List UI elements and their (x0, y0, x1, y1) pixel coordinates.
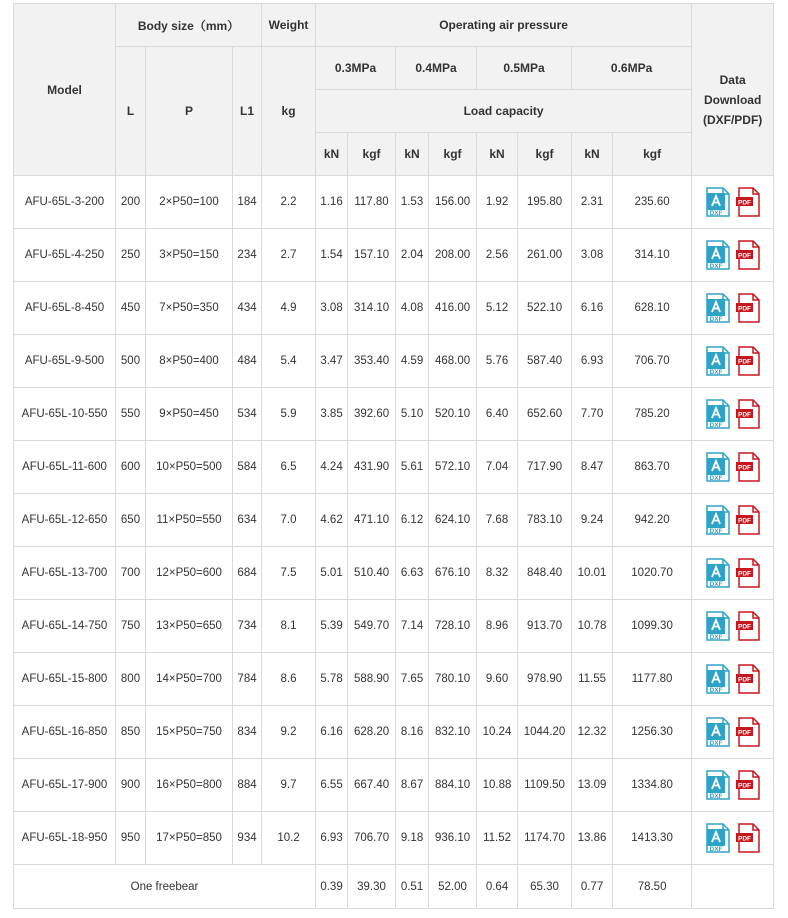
cell-kn: 1.16 (316, 176, 348, 229)
svg-text:DXF: DXF (709, 846, 723, 853)
cell-P: 3×P50=150 (146, 229, 233, 282)
cell-P: 8×P50=400 (146, 335, 233, 388)
download-icons (692, 558, 773, 588)
cell-P: 16×P50=800 (146, 759, 233, 812)
svg-text:DXF: DXF (709, 687, 723, 694)
cell-kgf: 416.00 (429, 282, 477, 335)
cell-kn: 2.31 (572, 176, 613, 229)
pdf-file-icon[interactable] (736, 611, 760, 641)
header-unit-kn: kN (396, 133, 429, 176)
footer-empty-cell (692, 865, 774, 909)
table-row (14, 229, 774, 282)
dxf-file-icon[interactable] (706, 240, 730, 270)
svg-text:DXF: DXF (709, 740, 723, 747)
cell-kn: 8.96 (477, 600, 518, 653)
footer-cell-kgf: 52.00 (429, 865, 477, 909)
cell-model: AFU-65L-14-750 (14, 600, 116, 653)
cell-kgf: 587.40 (518, 335, 572, 388)
cell-P: 10×P50=500 (146, 441, 233, 494)
cell-kn: 1.54 (316, 229, 348, 282)
cell-kn: 3.47 (316, 335, 348, 388)
pdf-file-icon[interactable] (736, 187, 760, 217)
download-icons (692, 346, 773, 376)
header-col-L1: L1 (233, 47, 262, 176)
cell-kn: 3.08 (316, 282, 348, 335)
cell-kn: 8.32 (477, 547, 518, 600)
cell-kgf: 156.00 (429, 176, 477, 229)
cell-kgf: 1044.20 (518, 706, 572, 759)
pdf-file-icon[interactable] (736, 293, 760, 323)
pdf-file-icon[interactable] (736, 452, 760, 482)
download-icons (692, 611, 773, 641)
svg-text:PDF: PDF (737, 305, 751, 313)
download-icons (692, 187, 773, 217)
footer-cell-kgf: 39.30 (348, 865, 396, 909)
cell-L: 900 (116, 759, 146, 812)
pdf-file-icon[interactable] (736, 399, 760, 429)
dxf-file-icon[interactable] (706, 452, 730, 482)
cell-kn: 3.85 (316, 388, 348, 441)
cell-L1: 684 (233, 547, 262, 600)
cell-kgf: 235.60 (613, 176, 692, 229)
footer-cell-kgf: 65.30 (518, 865, 572, 909)
table-row (14, 706, 774, 759)
svg-text:PDF: PDF (737, 623, 751, 631)
dxf-file-icon[interactable] (706, 823, 730, 853)
cell-kgf: 783.10 (518, 494, 572, 547)
cell-kgf: 1177.80 (613, 653, 692, 706)
cell-kg: 7.0 (262, 494, 316, 547)
cell-kgf: 1099.30 (613, 600, 692, 653)
download-icons (692, 664, 773, 694)
cell-kgf: 780.10 (429, 653, 477, 706)
cell-kgf: 913.70 (518, 600, 572, 653)
cell-kg: 8.6 (262, 653, 316, 706)
cell-kgf: 1109.50 (518, 759, 572, 812)
header-col-kg: kg (262, 47, 316, 176)
pdf-file-icon[interactable] (736, 717, 760, 747)
cell-download (692, 494, 774, 547)
svg-text:PDF: PDF (737, 782, 751, 790)
dxf-file-icon[interactable] (706, 399, 730, 429)
cell-kn: 9.24 (572, 494, 613, 547)
cell-kn: 4.62 (316, 494, 348, 547)
table-row (14, 388, 774, 441)
download-icons (692, 770, 773, 800)
footer-cell-kn: 0.64 (477, 865, 518, 909)
cell-L1: 234 (233, 229, 262, 282)
dxf-file-icon[interactable] (706, 717, 730, 747)
header-weight: Weight (262, 4, 316, 47)
cell-L: 600 (116, 441, 146, 494)
cell-model: AFU-65L-8-450 (14, 282, 116, 335)
cell-kg: 9.2 (262, 706, 316, 759)
cell-L: 650 (116, 494, 146, 547)
table-row (14, 282, 774, 335)
cell-kn: 1.92 (477, 176, 518, 229)
dxf-file-icon[interactable] (706, 611, 730, 641)
cell-kgf: 936.10 (429, 812, 477, 865)
svg-text:PDF: PDF (737, 464, 751, 472)
download-icons (692, 399, 773, 429)
cell-kg: 5.9 (262, 388, 316, 441)
cell-kn: 7.65 (396, 653, 429, 706)
cell-kn: 6.63 (396, 547, 429, 600)
cell-kgf: 785.20 (613, 388, 692, 441)
cell-download (692, 229, 774, 282)
cell-kn: 6.12 (396, 494, 429, 547)
cell-kn: 2.04 (396, 229, 429, 282)
cell-kgf: 1174.70 (518, 812, 572, 865)
cell-L1: 834 (233, 706, 262, 759)
svg-text:PDF: PDF (737, 517, 751, 525)
cell-model: AFU-65L-11-600 (14, 441, 116, 494)
cell-kn: 10.78 (572, 600, 613, 653)
cell-L1: 784 (233, 653, 262, 706)
cell-P: 17×P50=850 (146, 812, 233, 865)
table-row (14, 812, 774, 865)
cell-kgf: 728.10 (429, 600, 477, 653)
cell-L: 750 (116, 600, 146, 653)
cell-kgf: 1334.80 (613, 759, 692, 812)
cell-kgf: 652.60 (518, 388, 572, 441)
cell-download (692, 335, 774, 388)
footer-cell-kn: 0.39 (316, 865, 348, 909)
cell-kgf: 717.90 (518, 441, 572, 494)
svg-text:DXF: DXF (709, 793, 723, 800)
cell-kn: 6.16 (572, 282, 613, 335)
download-icons (692, 240, 773, 270)
footer-cell-kgf: 78.50 (613, 865, 692, 909)
cell-kgf: 628.10 (613, 282, 692, 335)
cell-kgf: 667.40 (348, 759, 396, 812)
cell-download (692, 706, 774, 759)
cell-kn: 7.14 (396, 600, 429, 653)
pdf-file-icon[interactable] (736, 346, 760, 376)
cell-model: AFU-65L-4-250 (14, 229, 116, 282)
cell-kg: 4.9 (262, 282, 316, 335)
pdf-file-icon[interactable] (736, 664, 760, 694)
cell-P: 9×P50=450 (146, 388, 233, 441)
cell-kn: 11.55 (572, 653, 613, 706)
header-data-download-label: Data Download (DXF/PDF) (702, 72, 763, 127)
cell-model: AFU-65L-17-900 (14, 759, 116, 812)
header-body-size: Body size（mm） (116, 4, 262, 47)
table-row (14, 653, 774, 706)
dxf-file-icon[interactable] (706, 346, 730, 376)
cell-kn: 8.47 (572, 441, 613, 494)
cell-kn: 5.39 (316, 600, 348, 653)
cell-L1: 734 (233, 600, 262, 653)
spec-table (13, 3, 774, 909)
cell-kgf: 1020.70 (613, 547, 692, 600)
cell-kgf: 520.10 (429, 388, 477, 441)
svg-text:DXF: DXF (709, 528, 723, 535)
cell-kgf: 353.40 (348, 335, 396, 388)
dxf-file-icon[interactable] (706, 558, 730, 588)
download-icons (692, 717, 773, 747)
spec-table-container (13, 3, 774, 909)
cell-kn: 13.86 (572, 812, 613, 865)
download-icons (692, 823, 773, 853)
svg-text:DXF: DXF (709, 475, 723, 482)
dxf-file-icon[interactable] (706, 187, 730, 217)
cell-kgf: 588.90 (348, 653, 396, 706)
table-row (14, 547, 774, 600)
cell-model: AFU-65L-10-550 (14, 388, 116, 441)
cell-kn: 4.24 (316, 441, 348, 494)
header-pressure-04: 0.4MPa (396, 47, 477, 90)
cell-model: AFU-65L-13-700 (14, 547, 116, 600)
svg-text:DXF: DXF (709, 263, 723, 270)
cell-kn: 6.40 (477, 388, 518, 441)
cell-kn: 8.67 (396, 759, 429, 812)
header-unit-kn: kN (316, 133, 348, 176)
cell-P: 12×P50=600 (146, 547, 233, 600)
table-row (14, 759, 774, 812)
cell-download (692, 653, 774, 706)
cell-L: 850 (116, 706, 146, 759)
cell-P: 15×P50=750 (146, 706, 233, 759)
cell-P: 7×P50=350 (146, 282, 233, 335)
cell-kn: 6.55 (316, 759, 348, 812)
cell-L: 250 (116, 229, 146, 282)
download-icons (692, 293, 773, 323)
cell-L: 700 (116, 547, 146, 600)
cell-kgf: 978.90 (518, 653, 572, 706)
cell-kgf: 208.00 (429, 229, 477, 282)
cell-kn: 6.93 (572, 335, 613, 388)
cell-kgf: 863.70 (613, 441, 692, 494)
cell-kn: 4.59 (396, 335, 429, 388)
cell-L1: 484 (233, 335, 262, 388)
cell-P: 14×P50=700 (146, 653, 233, 706)
svg-text:PDF: PDF (737, 252, 751, 260)
table-row (14, 441, 774, 494)
svg-text:PDF: PDF (737, 835, 751, 843)
cell-kn: 5.12 (477, 282, 518, 335)
cell-kn: 6.93 (316, 812, 348, 865)
cell-kn: 12.32 (572, 706, 613, 759)
cell-kn: 4.08 (396, 282, 429, 335)
cell-kgf: 676.10 (429, 547, 477, 600)
cell-kgf: 195.80 (518, 176, 572, 229)
svg-text:DXF: DXF (709, 210, 723, 217)
table-row (14, 600, 774, 653)
cell-kn: 11.52 (477, 812, 518, 865)
svg-text:PDF: PDF (737, 199, 751, 207)
cell-kgf: 522.10 (518, 282, 572, 335)
cell-L1: 434 (233, 282, 262, 335)
cell-download (692, 388, 774, 441)
cell-kgf: 468.00 (429, 335, 477, 388)
cell-L1: 184 (233, 176, 262, 229)
svg-text:DXF: DXF (709, 369, 723, 376)
svg-text:DXF: DXF (709, 422, 723, 429)
cell-kn: 5.10 (396, 388, 429, 441)
table-row (14, 176, 774, 229)
cell-kgf: 572.10 (429, 441, 477, 494)
cell-kgf: 314.10 (348, 282, 396, 335)
cell-model: AFU-65L-15-800 (14, 653, 116, 706)
cell-kgf: 431.90 (348, 441, 396, 494)
header-data-download (692, 4, 774, 176)
cell-kgf: 261.00 (518, 229, 572, 282)
pdf-file-icon[interactable] (736, 823, 760, 853)
header-unit-kn: kN (477, 133, 518, 176)
cell-kn: 10.01 (572, 547, 613, 600)
header-pressure-05: 0.5MPa (477, 47, 572, 90)
table-row (14, 494, 774, 547)
cell-kn: 2.56 (477, 229, 518, 282)
cell-kgf: 628.20 (348, 706, 396, 759)
cell-kgf: 471.10 (348, 494, 396, 547)
cell-download (692, 282, 774, 335)
cell-download (692, 441, 774, 494)
cell-kgf: 549.70 (348, 600, 396, 653)
cell-kn: 6.16 (316, 706, 348, 759)
cell-kgf: 392.60 (348, 388, 396, 441)
cell-kgf: 314.10 (613, 229, 692, 282)
cell-kn: 7.70 (572, 388, 613, 441)
cell-L1: 534 (233, 388, 262, 441)
cell-kn: 7.68 (477, 494, 518, 547)
svg-text:DXF: DXF (709, 634, 723, 641)
cell-P: 2×P50=100 (146, 176, 233, 229)
pdf-file-icon[interactable] (736, 240, 760, 270)
cell-kgf: 706.70 (348, 812, 396, 865)
cell-kn: 7.04 (477, 441, 518, 494)
cell-model: AFU-65L-12-650 (14, 494, 116, 547)
svg-text:PDF: PDF (737, 676, 751, 684)
cell-P: 11×P50=550 (146, 494, 233, 547)
cell-kgf: 832.10 (429, 706, 477, 759)
header-unit-kn: kN (572, 133, 613, 176)
cell-download (692, 812, 774, 865)
cell-download (692, 759, 774, 812)
cell-L: 800 (116, 653, 146, 706)
header-col-P: P (146, 47, 233, 176)
cell-kgf: 117.80 (348, 176, 396, 229)
cell-download (692, 176, 774, 229)
cell-kgf: 706.70 (613, 335, 692, 388)
cell-P: 13×P50=650 (146, 600, 233, 653)
header-unit-kgf: kgf (613, 133, 692, 176)
header-load-capacity: Load capacity (316, 90, 692, 133)
header-col-L: L (116, 47, 146, 176)
cell-kgf: 510.40 (348, 547, 396, 600)
header-unit-kgf: kgf (348, 133, 396, 176)
header-model: Model (14, 4, 116, 176)
cell-kn: 13.09 (572, 759, 613, 812)
dxf-file-icon[interactable] (706, 664, 730, 694)
cell-kn: 5.61 (396, 441, 429, 494)
svg-text:PDF: PDF (737, 411, 751, 419)
footer-cell-kn: 0.51 (396, 865, 429, 909)
svg-text:PDF: PDF (737, 358, 751, 366)
cell-kg: 7.5 (262, 547, 316, 600)
cell-kn: 9.60 (477, 653, 518, 706)
download-icons (692, 452, 773, 482)
cell-model: AFU-65L-3-200 (14, 176, 116, 229)
cell-kgf: 942.20 (613, 494, 692, 547)
download-icons (692, 505, 773, 535)
header-pressure-06: 0.6MPa (572, 47, 692, 90)
cell-kg: 9.7 (262, 759, 316, 812)
cell-kn: 9.18 (396, 812, 429, 865)
cell-kn: 10.88 (477, 759, 518, 812)
cell-kgf: 1413.30 (613, 812, 692, 865)
cell-model: AFU-65L-16-850 (14, 706, 116, 759)
svg-text:DXF: DXF (709, 581, 723, 588)
dxf-file-icon[interactable] (706, 505, 730, 535)
svg-text:PDF: PDF (737, 570, 751, 578)
pdf-file-icon[interactable] (736, 770, 760, 800)
pdf-file-icon[interactable] (736, 558, 760, 588)
cell-kg: 6.5 (262, 441, 316, 494)
cell-kn: 1.53 (396, 176, 429, 229)
cell-L1: 584 (233, 441, 262, 494)
svg-text:PDF: PDF (737, 729, 751, 737)
cell-kg: 2.7 (262, 229, 316, 282)
cell-L: 950 (116, 812, 146, 865)
table-row (14, 335, 774, 388)
header-unit-kgf: kgf (429, 133, 477, 176)
cell-kg: 8.1 (262, 600, 316, 653)
cell-L: 200 (116, 176, 146, 229)
cell-kn: 10.24 (477, 706, 518, 759)
header-pressure-03: 0.3MPa (316, 47, 396, 90)
cell-model: AFU-65L-9-500 (14, 335, 116, 388)
cell-kgf: 157.10 (348, 229, 396, 282)
cell-L1: 934 (233, 812, 262, 865)
cell-L: 500 (116, 335, 146, 388)
cell-kn: 5.76 (477, 335, 518, 388)
footer-cell-kn: 0.77 (572, 865, 613, 909)
header-unit-kgf: kgf (518, 133, 572, 176)
cell-L: 450 (116, 282, 146, 335)
cell-model: AFU-65L-18-950 (14, 812, 116, 865)
pdf-file-icon[interactable] (736, 505, 760, 535)
cell-download (692, 547, 774, 600)
cell-kn: 8.16 (396, 706, 429, 759)
cell-kgf: 1256.30 (613, 706, 692, 759)
cell-kn: 3.08 (572, 229, 613, 282)
footer-label: One freebear (14, 865, 316, 909)
cell-kg: 2.2 (262, 176, 316, 229)
cell-kgf: 624.10 (429, 494, 477, 547)
cell-kgf: 884.10 (429, 759, 477, 812)
cell-kg: 10.2 (262, 812, 316, 865)
cell-L1: 634 (233, 494, 262, 547)
cell-kg: 5.4 (262, 335, 316, 388)
cell-L1: 884 (233, 759, 262, 812)
dxf-file-icon[interactable] (706, 293, 730, 323)
header-operating-air-pressure: Operating air pressure (316, 4, 692, 47)
cell-kn: 5.78 (316, 653, 348, 706)
cell-download (692, 600, 774, 653)
svg-text:DXF: DXF (709, 316, 723, 323)
cell-kgf: 848.40 (518, 547, 572, 600)
cell-kn: 5.01 (316, 547, 348, 600)
dxf-file-icon[interactable] (706, 770, 730, 800)
cell-L: 550 (116, 388, 146, 441)
footer-row (14, 865, 774, 909)
